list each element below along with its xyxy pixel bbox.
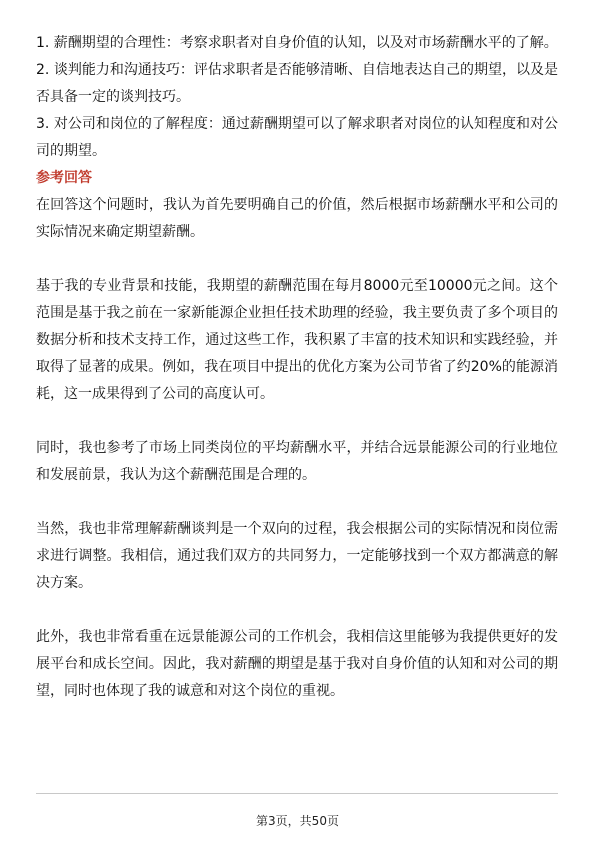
document-body [36,30,558,705]
answer-paragraph-3: 同时，我也参考了市场上同类岗位的平均薪酬水平，并结合远景能源公司的行业地位和发展前景，我认为这个薪酬范围是合理的。 [36,440,558,483]
paragraph-spacer [36,597,558,624]
paragraph-spacer [36,489,558,516]
answer-paragraph-1: 在回答这个问题时，我认为首先要明确自己的价值，然后根据市场薪酬水平和公司的实际情况来确定期望薪酬。 [36,197,558,240]
paragraph-spacer [36,408,558,435]
evaluation-point-3: 3. 对公司和岗位的了解程度：通过薪酬期望可以了解求职者对岗位的认知程度和对公司的期望。 [36,116,558,159]
footer-divider [36,793,558,794]
paragraph-spacer [36,246,558,273]
answer-paragraph-5: 此外，我也非常看重在远景能源公司的工作机会，我相信这里能够为我提供更好的发展平台和成长空间。因此，我对薪酬的期望是基于我对自身价值的认知和对公司的期望，同时也体现了我的诚意和对这个岗位的重视。 [36,629,558,699]
evaluation-point-1: 1. 薪酬期望的合理性：考察求职者对自身价值的认知，以及对市场薪酬水平的了解。 [36,35,558,51]
answer-paragraph-2: 基于我的专业背景和技能，我期望的薪酬范围在每月8000元至10000元之间。这个范围是基于我之前在一家新能源企业担任技术助理的经验，我主要负责了多个项目的数据分析和技术支持工作，通过这些工作，我积累了丰富的技术知识和实践经验，并取得了显著的成果。例如，我在项目中提出的优化方案为公司节省了约20%的能源消耗，这一成果得到了公司的高度认可。 [36,278,558,402]
answer-paragraph-4: 当然，我也非常理解薪酬谈判是一个双向的过程，我会根据公司的实际情况和岗位需求进行调整。我相信，通过我们双方的共同努力，一定能够找到一个双方都满意的解决方案。 [36,521,558,591]
evaluation-point-2: 2. 谈判能力和沟通技巧：评估求职者是否能够清晰、自信地表达自己的期望，以及是否具备一定的谈判技巧。 [36,62,558,105]
answer-heading: 参考回答 [36,170,92,186]
page-number: 第3页，共50页 [256,814,339,828]
